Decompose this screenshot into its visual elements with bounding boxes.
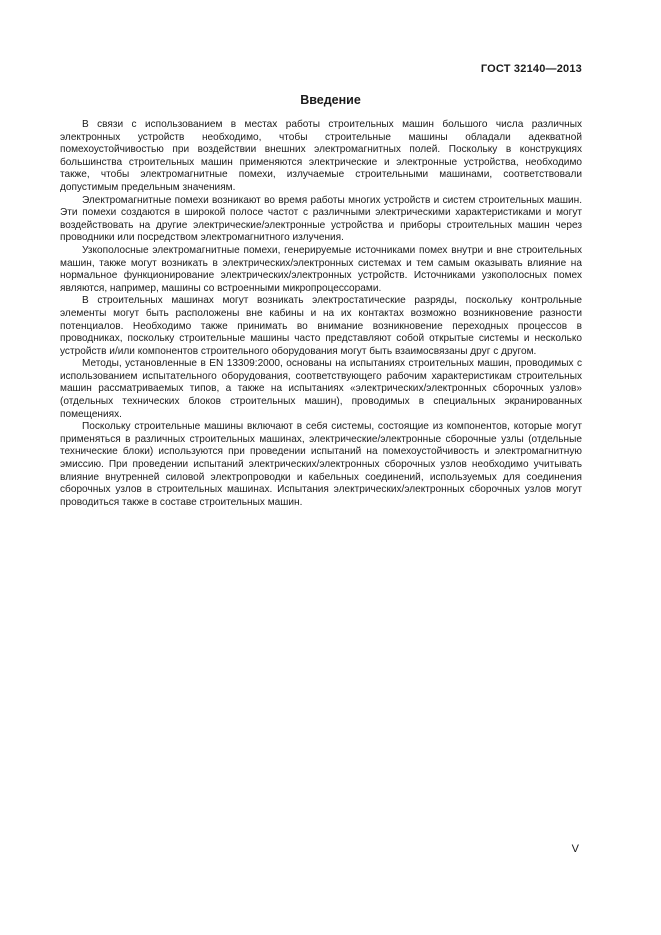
paragraph-3: Узкополосные электромагнитные помехи, генерируемые источниками помех внутри и вне строительных машин, также могут возникать в электрических/электронных системах и тем самым оказывать влияние на нормальное функционирование электрических/электронных устройств. Источниками узкополосных помех являются, например, машины со встроенными микропроцессорами. xyxy=(60,244,582,294)
section-title: Введение xyxy=(300,93,361,107)
paragraph-6: Поскольку строительные машины включают в себя системы, состоящие из компонентов, которые могут применяться в различных строительных машинах, электрические/электронные сборочные узлы (отдельные технические блоки) используются при проведении испытаний на помехоустойчивость и электромагнитную эмиссию. При проведении испытаний электрических/электронных сборочных узлов необходимо учитывать влияние внутренней силовой электропроводки и кабельных соединений, используемых для соединения сборочных узлов в строительных машинах. Испытания электрических/электронных сборочных узлов могут проводиться также в составе строительных машин. xyxy=(60,421,582,508)
paragraph-4: В строительных машинах могут возникать электростатические разряды, поскольку контрольные элементы могут быть расположены вне кабины и на их контактах возможно возникновение разности потенциалов. Необходимо также принимать во внимание возникновение переходных процессов в проводниках, поскольку строительные машины часто представляют собой открытые системы и несколько устройств и/или компонентов строительного оборудования могут быть взаимосвязаны друг с другом. xyxy=(60,295,582,357)
page-number: V xyxy=(571,843,579,855)
paragraph-2: Электромагнитные помехи возникают во время работы многих устройств и систем строительных машин. Эти помехи создаются в широкой полосе частот с различными электрическими характеристиками и могут воздействовать на другие электрические/электронные устройства и приборы строительных машин через проводники или посредством электромагнитного излучения. xyxy=(60,194,582,244)
paragraph-5: Методы, установленные в EN 13309:2000, основаны на испытаниях строительных машин, проводимых с использованием испытательного оборудования, соответствующего рабочим характеристикам строительных машин рассматриваемых типов, а также на испытаниях «электрических/электронных сборочных узлов» (отдельных технических блоков строительных машин), проводимых в специальных экранированных помещениях. xyxy=(60,358,582,420)
body-text xyxy=(60,119,582,509)
paragraph-1: В связи с использованием в местах работы строительных машин большого числа различных электронных устройств необходимо, чтобы строительные машины обладали адекватной помехоустойчивостью при воздействии внешних электромагнитных полей. Поскольку в конструкциях большинства строительных машин применяются электрические и электронные устройства, необходимо также, чтобы электромагнитные помехи, излучаемые строительными машинами, соответствовали допустимым предельным значениям. xyxy=(60,119,582,193)
document-code: ГОСТ 32140—2013 xyxy=(480,63,582,75)
